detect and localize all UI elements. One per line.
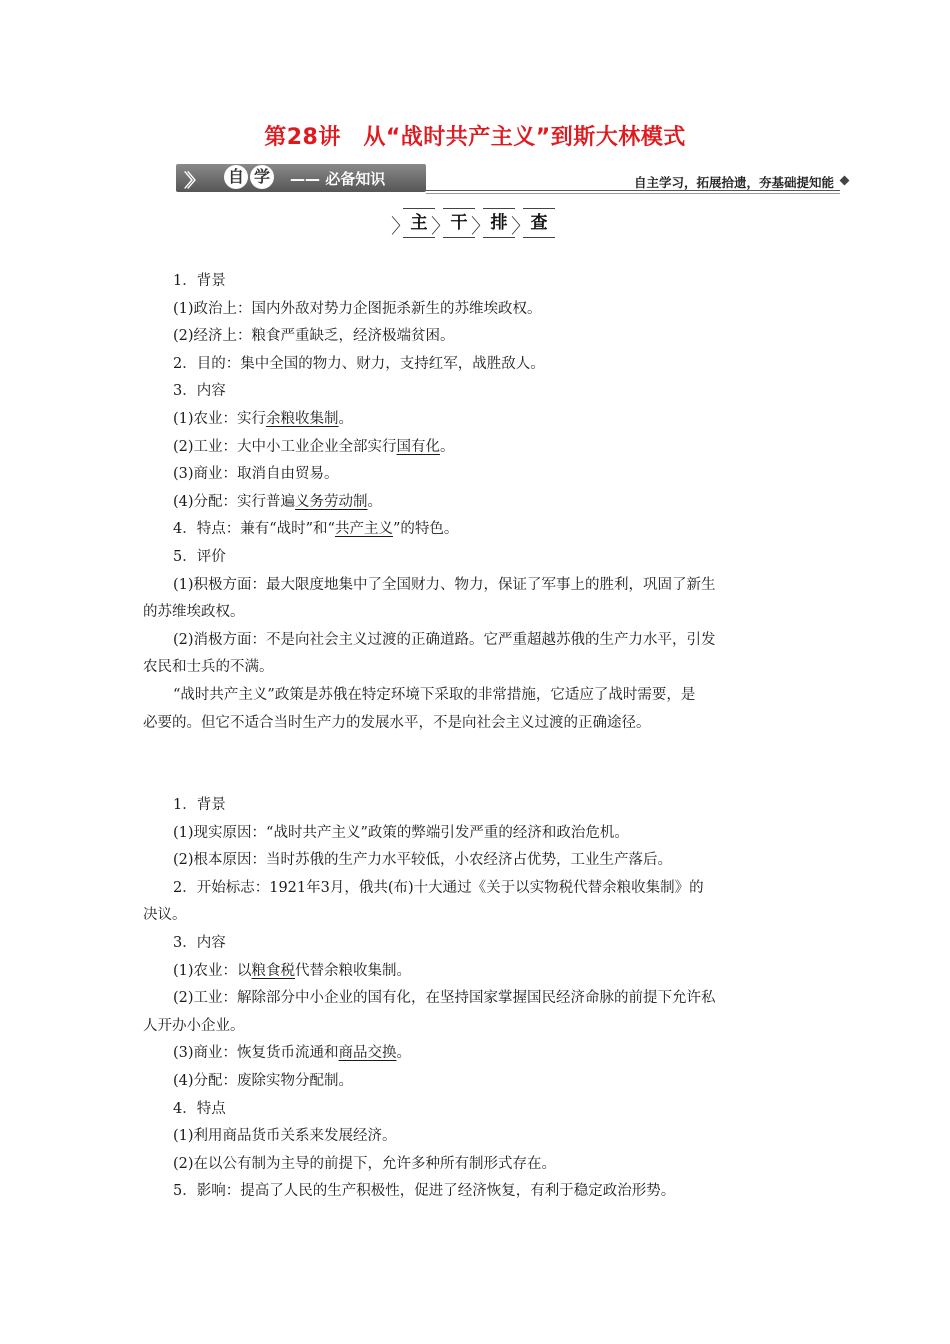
paragraph-line [143, 985, 815, 1013]
paragraph-line [143, 627, 815, 655]
section-banner [176, 164, 848, 196]
paragraph-line [143, 1096, 815, 1124]
chevron-right-icon: 〉 [391, 214, 411, 238]
text-run: 3．内容 [173, 934, 226, 951]
banner-heading [224, 165, 276, 189]
page-title: 第28讲 从“战时共产主义”到斯大林模式 [264, 125, 686, 150]
chevron-right-icon: 〉 [511, 214, 531, 238]
paragraph-line [143, 434, 815, 462]
banner-tagline: 自主学习，拓展拾遗，夯基础提知能 [633, 175, 834, 190]
text-run: (1)农业：以 [173, 962, 252, 979]
text-run: 5．评价 [173, 548, 226, 565]
text-run: (2)消极方面：不是向社会主义过渡的正确道路。它严重超越苏俄的生产力水平，引发 [173, 631, 716, 648]
underlined-keyword: 余粮收集制 [266, 410, 339, 427]
chevron-right-icon: 〉 [471, 214, 491, 238]
text-run: (3)商业：恢复货币流通和 [173, 1045, 339, 1062]
text-run: (2)在以公有制为主导的前提下，允许多种所有制形式存在。 [173, 1155, 557, 1172]
paragraph-line [143, 1178, 815, 1206]
paragraph-line [143, 792, 815, 820]
text-run: (2)根本原因：当时苏俄的生产力水平较低，小农经济占优势，工业生产落后。 [173, 852, 673, 869]
text-run: 4．特点 [173, 1100, 226, 1117]
text-run: “战时共产主义”政策是苏俄在特定环境下采取的非常措施，它适应了战时需要，是 [173, 686, 696, 703]
paragraph-line [143, 296, 815, 324]
text-run: 5．影响：提高了人民的生产积极性，促进了经济恢复，有利于稳定政治形势。 [173, 1183, 676, 1200]
paragraph-line [143, 406, 815, 434]
text-run: 农民和士兵的不满。 [143, 659, 274, 676]
text-run: (1)政治上：国内外敌对势力企图扼杀新生的苏维埃政权。 [173, 300, 542, 317]
paragraph-line [143, 1068, 815, 1096]
underlined-keyword: 粮食税 [251, 962, 296, 979]
paragraph-line [143, 1123, 815, 1151]
banner-subtitle: —— 必备知识 [290, 170, 386, 188]
text-run: (1)现实原因：“战时共产主义”政策的弊端引发严重的经济和政治危机。 [173, 824, 629, 841]
section-badge [391, 208, 553, 238]
continuation-line [143, 902, 815, 930]
continuation-line [143, 1013, 815, 1041]
diamond-icon [840, 176, 850, 186]
text-run: 1．背景 [173, 797, 226, 813]
text-run: (2)工业：解除部分中小企业的国有化，在坚持国家掌握国民经济命脉的前提下允许私 [173, 990, 716, 1007]
paragraph-line [143, 378, 815, 406]
text-run: (4)分配：废除实物分配制。 [173, 1072, 354, 1089]
double-chevron-icon: 〉〉 [184, 171, 199, 192]
text-run: ”的特色。 [392, 521, 459, 538]
paragraph-line [143, 268, 815, 296]
paragraph-line [143, 958, 815, 986]
paragraph-line [143, 1040, 815, 1068]
paragraph-line [143, 516, 815, 544]
section-war-communism [143, 268, 815, 737]
badge-char-1: 主 [403, 208, 435, 238]
text-run: (2)工业：大中小工业企业全部实行 [173, 438, 397, 455]
text-run: 1．背景 [173, 273, 226, 289]
paragraph-line [143, 572, 815, 600]
banner-circle-char-2: 学 [250, 165, 274, 189]
text-run: (3)商业：取消自由贸易。 [173, 466, 339, 483]
badge-char-2: 干 [443, 208, 475, 238]
paragraph-line [143, 930, 815, 958]
text-run: 必要的。但它不适合当时生产力的发展水平，不是向社会主义过渡的正确途径。 [143, 714, 651, 731]
text-run: 2．目的：集中全国的物力、财力，支持红军，战胜敌人。 [173, 355, 545, 372]
paragraph-line [143, 461, 815, 489]
text-run: 。 [367, 493, 383, 510]
badge-char-3: 排 [483, 208, 515, 238]
section-new-economic-policy [143, 792, 815, 1206]
paragraph-line [143, 323, 815, 351]
text-run: 4．特点：兼有“战时”和“ [173, 521, 335, 538]
text-run: 3．内容 [173, 383, 226, 400]
continuation-line [143, 654, 815, 682]
text-run: (1)积极方面：最大限度地集中了全国财力、物力，保证了军事上的胜利，巩固了新生 [173, 576, 716, 593]
text-run: 人开办小企业。 [143, 1017, 245, 1034]
text-run: 。 [440, 438, 455, 455]
underlined-keyword: 共产主义 [334, 521, 393, 538]
paragraph-line [143, 351, 815, 379]
paragraph-line [143, 1151, 815, 1179]
text-run: (2)经济上：粮食严重缺乏，经济极端贫困。 [173, 328, 455, 345]
text-run: 。 [396, 1045, 412, 1062]
banner-label-box [176, 164, 426, 192]
underlined-keyword: 国有化 [396, 438, 441, 455]
badge-char-4: 查 [523, 208, 555, 238]
text-run: 2．开始标志：1921年3月，俄共(布)十大通过《关于以实物税代替余粮收集制》的 [173, 879, 704, 896]
continuation-line [143, 599, 815, 627]
paragraph-line [143, 544, 815, 572]
underlined-keyword: 商品交换 [338, 1045, 397, 1062]
paragraph-line [143, 847, 815, 875]
continuation-line [143, 710, 815, 738]
paragraph-line [143, 682, 815, 710]
paragraph-line [143, 489, 815, 517]
text-run: 。 [338, 410, 354, 427]
banner-rule-thin [426, 193, 840, 194]
chevron-right-icon: 〉 [431, 214, 451, 238]
paragraph-line [143, 820, 815, 848]
text-run: (1)利用商品货币关系来发展经济。 [173, 1128, 397, 1145]
text-run: 代替余粮收集制。 [295, 962, 412, 979]
paragraph-line [143, 875, 815, 903]
text-run: (1)农业：实行 [173, 410, 267, 427]
text-run: 的苏维埃政权。 [143, 604, 245, 621]
text-run: 决议。 [143, 907, 187, 924]
text-run: (4)分配：实行普遍 [173, 493, 296, 510]
banner-circle-char-1: 自 [224, 165, 248, 189]
underlined-keyword: 义务劳动制 [295, 493, 368, 510]
